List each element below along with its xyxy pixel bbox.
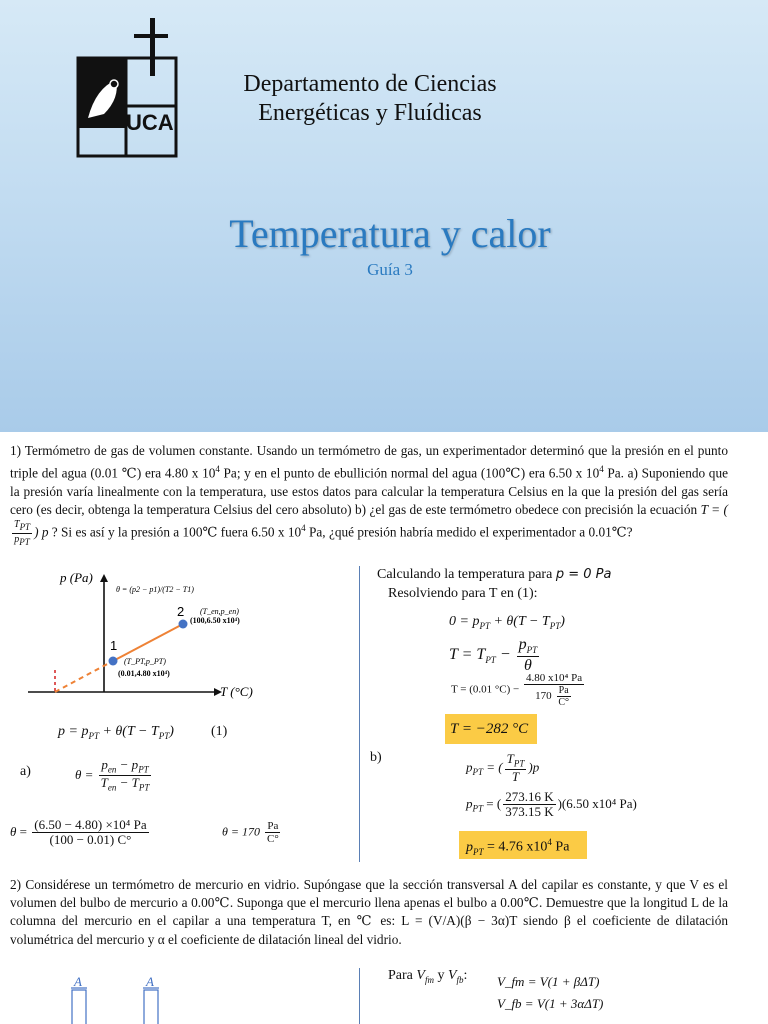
y-axis-label: p (Pa) xyxy=(60,570,93,585)
equation-1: $p = p_{PT} + \theta(T - T_{PT})$ xyxy=(58,724,174,741)
point-1-symbol: (T_PT,p_PT) xyxy=(124,657,166,666)
uca-logo xyxy=(76,18,180,160)
capillary-label-2: A xyxy=(146,974,154,989)
point-2-coordinates: (100,6.50 x10⁴) xyxy=(190,616,240,625)
ppt-substitution: $p_{PT}$ = ( $\frac{273.16 K}{373.15 K}$ )(6.50 x10⁴ Pa) xyxy=(466,789,637,820)
capillary-label-1: A xyxy=(74,974,82,989)
slope-equation: θ = (p2 − p1)/(T2 − T1) xyxy=(116,585,194,594)
t-substitution: T = (0.01 °C) − 4.80 x10⁴ Pa 170 $\frac{Pa}{C^\circ}$ xyxy=(451,672,583,709)
part-b-label: b) xyxy=(370,750,382,765)
problem-1-statement: 1) Termómetro de gas de volumen constante. Usando un termómetro de gas, un experimentador determinó que la presión en el punto triple del agua (0.01 ℃) era 4.80 x $10^4$ Pa; y en el punto de ebullición normal del agua (100℃) era 6.50 x $10^4$ Pa. a) Suponiendo que la presión varía linealmente con la temperatura, use estos datos para calcular la temperatura Celsius en la que la presión del gas sería cero (es decir, obtenga la temperatura Celsius del cero absoluto) b) ¿el gas de este termómetro obedece con precisión la ecuación T = ( $\frac{T_{PT}}{p_{PT}}$ ) p ? Si es así y la presión a 100℃ fuera 6.50 x $10^4$ Pa, ¿qué presión habría medido el experimentador a 0.01℃? xyxy=(10,443,728,548)
point-1 xyxy=(109,657,118,666)
point-2-label: 2 xyxy=(177,604,185,619)
department-name: Departamento de Ciencias Energéticas y Fluídicas xyxy=(243,71,497,126)
theta-substitution: θ = $\frac{\text{(6.50 − 4.80) ×10⁴ Pa}}{(100 - 0.01) C^\circ}$ xyxy=(10,817,147,848)
calc-intro: Calculando la temperatura para p = 0 Pa xyxy=(377,567,612,582)
point-1-label: 1 xyxy=(110,638,118,653)
header-banner xyxy=(0,0,768,432)
data-line xyxy=(113,624,183,661)
page-subtitle: Guía 3 xyxy=(367,260,413,279)
logo-text: UCA xyxy=(126,110,174,135)
zero-pressure-equation: $0 = p_{PT} + \theta(T - T_{PT})$ xyxy=(449,614,565,631)
solve-for-t: Resolviendo para T en (1): xyxy=(388,586,538,601)
point-1-coordinates: (0.01,4.80 x10⁴) xyxy=(118,669,170,678)
column-divider xyxy=(359,566,360,862)
vfm-equation: V_fm = V(1 + βΔT) xyxy=(497,974,600,989)
equation-1-number: (1) xyxy=(211,724,228,739)
pressure-temperature-graph xyxy=(20,566,270,706)
point-2-symbol: (T_en,p_en) xyxy=(200,607,239,616)
problem-2-statement: 2) Considérese un termómetro de mercurio en vidrio. Supóngase que la sección transversal A del capilar es constante, y que V es el volumen del bulbo de mercurio a 0.00℃. Suponga que el mercurio llena apenas el bulbo a 0.00℃. Demuestre que la longitud L de la columna del mercurio en el capilar a una temperatura T, en ℃ es: L = (V/A)(β − 3α)T siendo β el coeficiente de dilatación volumétrica del mercurio y α el coeficiente de dilatación lineal del vidrio. xyxy=(10,877,728,947)
para-vfm-vfb: Para $V_{fm}$ y $V_{fb}$: xyxy=(388,968,468,985)
ppt-ratio-equation: $p_{PT}$ = ( $\frac{T_{PT}}{T}$ )p xyxy=(466,751,540,785)
t-solution-equation: $T = T_{PT}$ − $\frac{p_{PT}}{\theta}$ xyxy=(449,636,538,675)
x-axis-label: T (°C) xyxy=(220,684,253,699)
theta-definition: θ = $\frac{p_{en} - p_{PT}}{T_{en} - T_{PT}}$ xyxy=(75,757,150,794)
capillary-diagram xyxy=(60,972,180,1024)
result-t: T = −282 °C xyxy=(450,721,529,737)
gas-law-equation: T = ( xyxy=(700,502,728,518)
result-p: $p_{PT} = 4.76$ $x10^4$ Pa xyxy=(466,837,570,857)
theta-result: θ = 170 $\frac{Pa}{C^\circ}$ xyxy=(222,820,279,846)
column-divider-2 xyxy=(359,968,360,1024)
vfb-equation: V_fb = V(1 + 3αΔT) xyxy=(497,996,604,1011)
point-2 xyxy=(179,620,188,629)
page-title: Temperatura y calor xyxy=(229,211,551,256)
part-a-label: a) xyxy=(20,764,31,779)
